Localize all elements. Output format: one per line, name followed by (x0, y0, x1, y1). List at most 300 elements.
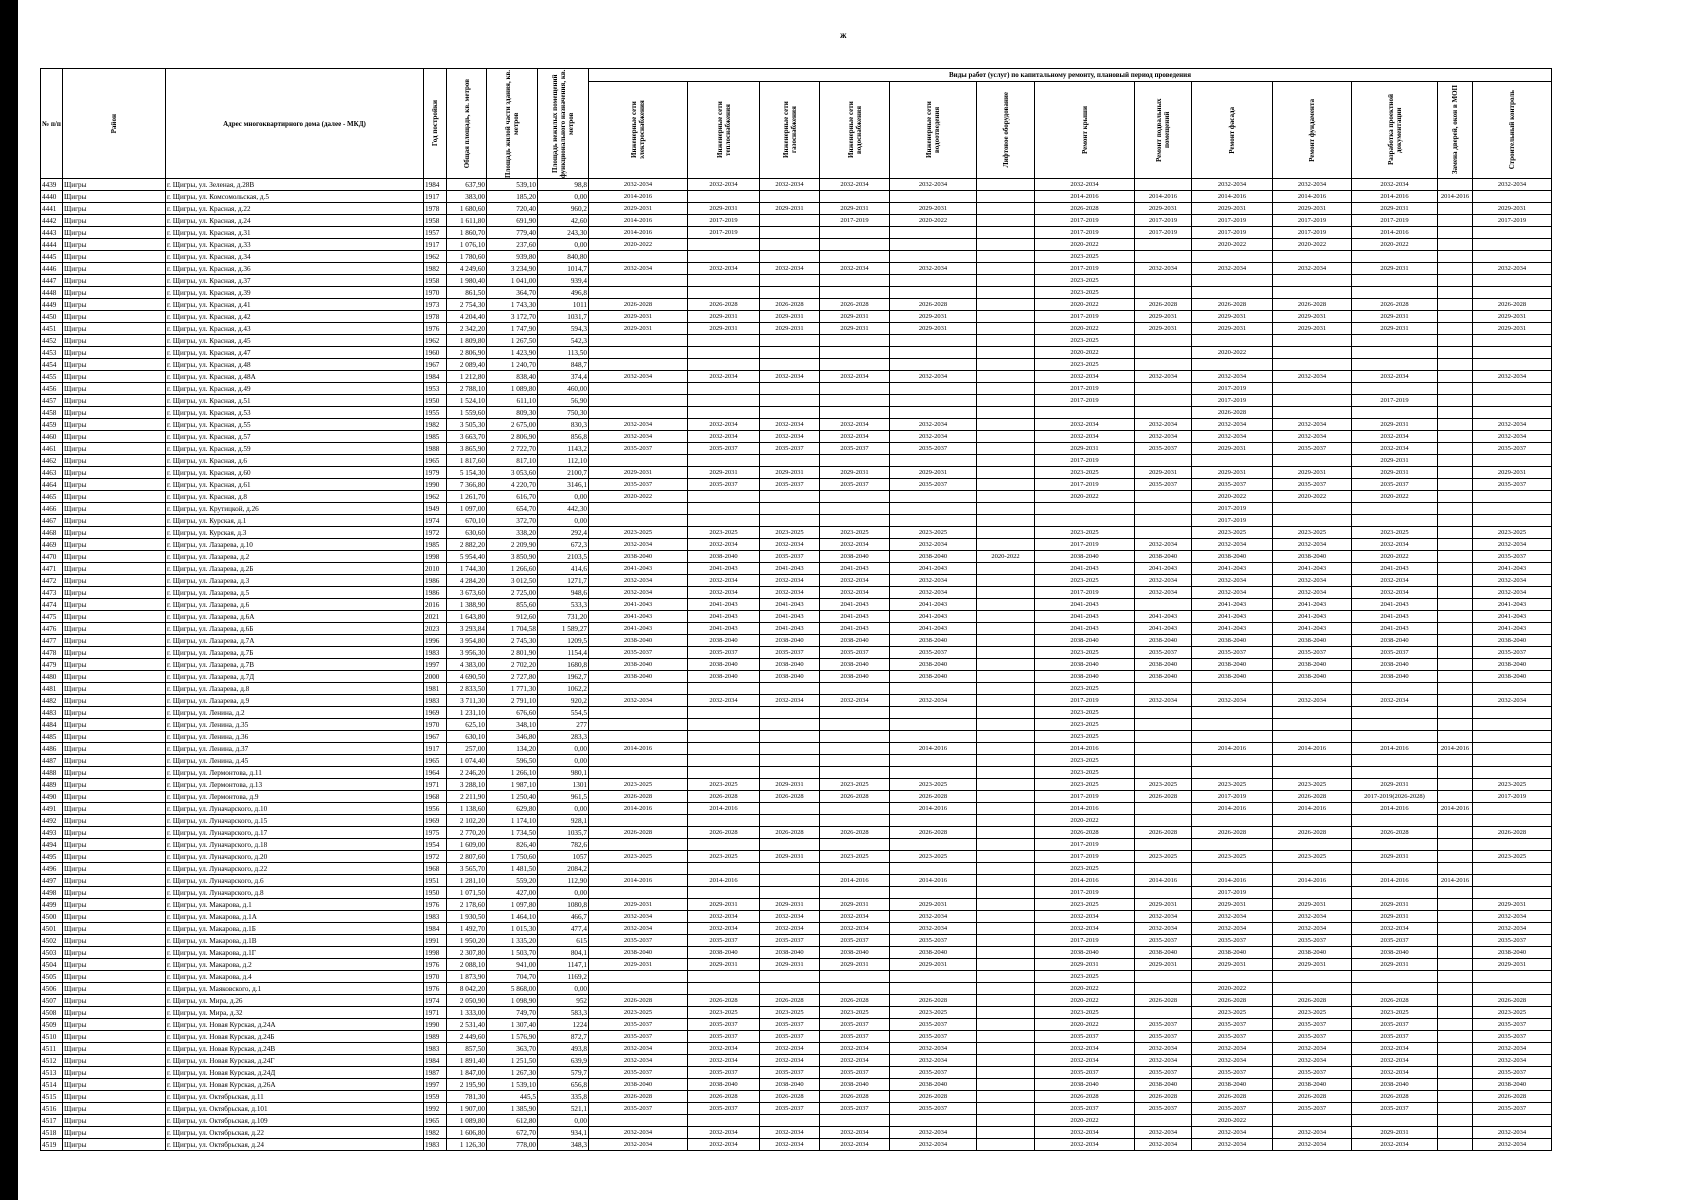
address-cell: г. Щигры, ул. Макарова, д.1 (166, 899, 424, 911)
work-period-cell: 2032-2034 (820, 1127, 890, 1139)
nonres-area-cell: 731,20 (538, 611, 589, 623)
row-number-cell: 4459 (41, 419, 63, 431)
living-area-cell: 2 801,90 (487, 647, 538, 659)
work-period-cell (977, 203, 1035, 215)
table-row (41, 431, 1552, 443)
row-number-cell: 4499 (41, 899, 63, 911)
district-cell: Щигры (63, 635, 166, 647)
work-period-cell (1135, 503, 1192, 515)
work-period-cell (1135, 1115, 1192, 1127)
work-period-cell (1352, 863, 1438, 875)
work-period-cell (820, 971, 890, 983)
address-cell: г. Щигры, ул. Луначарского, д.20 (166, 851, 424, 863)
col-work-label: Ремонт фасада (1228, 106, 1236, 154)
district-cell: Щигры (63, 719, 166, 731)
work-period-cell: 2026-2028 (820, 827, 890, 839)
work-period-cell: 2032-2034 (1273, 1043, 1352, 1055)
address-cell: г. Щигры, ул. Новая Курская, д.24А (166, 1019, 424, 1031)
work-period-cell: 2014-2016 (688, 875, 760, 887)
work-period-cell: 2026-2028 (688, 827, 760, 839)
work-period-cell: 2032-2034 (688, 911, 760, 923)
work-period-cell (760, 407, 820, 419)
work-period-cell: 2014-2016 (1352, 191, 1438, 203)
work-period-cell (1135, 707, 1192, 719)
work-period-cell: 2017-2019 (1035, 215, 1135, 227)
work-period-cell: 2032-2034 (890, 539, 977, 551)
total-area-cell: 1 744,30 (447, 563, 487, 575)
work-period-cell: 2032-2034 (1035, 1043, 1135, 1055)
work-period-cell: 2038-2040 (820, 551, 890, 563)
work-period-cell: 2032-2034 (589, 923, 688, 935)
address-cell: г. Щигры, ул. Красная, д.24 (166, 215, 424, 227)
work-period-cell: 2032-2034 (760, 1139, 820, 1151)
build-year-cell: 1978 (424, 203, 447, 215)
work-period-cell: 2026-2028 (1192, 995, 1273, 1007)
work-period-cell: 2023-2025 (688, 1007, 760, 1019)
work-period-cell (977, 527, 1035, 539)
work-period-cell (977, 1079, 1035, 1091)
build-year-cell: 1967 (424, 731, 447, 743)
row-number-cell: 4507 (41, 995, 63, 1007)
work-period-cell (1135, 491, 1192, 503)
work-period-cell (977, 575, 1035, 587)
work-period-cell: 2029-2031 (890, 311, 977, 323)
living-area-cell: 596,50 (487, 755, 538, 767)
address-cell: г. Щигры, ул. Курская, д.1 (166, 515, 424, 527)
work-period-cell: 2038-2040 (1273, 947, 1352, 959)
work-period-cell: 2032-2034 (589, 431, 688, 443)
work-period-cell (977, 611, 1035, 623)
work-period-cell: 2032-2034 (820, 923, 890, 935)
work-period-cell: 2035-2037 (1273, 443, 1352, 455)
nonres-area-cell: 672,3 (538, 539, 589, 551)
work-period-cell (1438, 887, 1473, 899)
work-period-cell (589, 839, 688, 851)
work-period-cell: 2026-2028 (760, 299, 820, 311)
total-area-cell: 637,90 (447, 179, 487, 191)
work-period-cell (1273, 1115, 1352, 1127)
work-period-cell (760, 347, 820, 359)
work-period-cell: 2041-2043 (589, 611, 688, 623)
address-cell: г. Щигры, ул. Лазарева, д.8 (166, 683, 424, 695)
col-work-header (1438, 82, 1473, 179)
work-period-cell (1438, 239, 1473, 251)
work-period-cell: 2023-2025 (820, 779, 890, 791)
col-work-header (1473, 82, 1552, 179)
work-period-cell: 2023-2025 (1192, 1007, 1273, 1019)
work-period-cell (760, 887, 820, 899)
work-period-cell: 2014-2016 (1273, 743, 1352, 755)
district-cell: Щигры (63, 515, 166, 527)
work-period-cell: 2023-2025 (589, 527, 688, 539)
work-period-cell (1273, 383, 1352, 395)
work-period-cell (1273, 455, 1352, 467)
work-period-cell (1438, 755, 1473, 767)
work-period-cell: 2038-2040 (1035, 671, 1135, 683)
work-period-cell (1438, 983, 1473, 995)
address-cell: г. Щигры, ул. Мира, д.26 (166, 995, 424, 1007)
work-period-cell: 2038-2040 (820, 1079, 890, 1091)
work-period-cell: 2032-2034 (688, 923, 760, 935)
work-period-cell (1438, 1127, 1473, 1139)
work-period-cell: 2026-2028 (1473, 827, 1552, 839)
work-period-cell: 2032-2034 (589, 695, 688, 707)
work-period-cell (977, 263, 1035, 275)
work-period-cell: 2041-2043 (1035, 563, 1135, 575)
district-cell: Щигры (63, 743, 166, 755)
build-year-cell: 1983 (424, 1043, 447, 1055)
work-period-cell: 2032-2034 (1473, 1139, 1552, 1151)
work-period-cell: 2041-2043 (890, 599, 977, 611)
work-period-cell (1438, 851, 1473, 863)
work-period-cell: 2023-2025 (1035, 719, 1135, 731)
address-cell: г. Щигры, ул. Новая Курская, д.24Д (166, 1067, 424, 1079)
row-number-cell: 4515 (41, 1091, 63, 1103)
build-year-cell: 1976 (424, 323, 447, 335)
living-area-cell: 704,70 (487, 971, 538, 983)
work-period-cell (977, 539, 1035, 551)
row-number-cell: 4517 (41, 1115, 63, 1127)
work-period-cell: 2032-2034 (1273, 371, 1352, 383)
work-period-cell (890, 839, 977, 851)
work-period-cell: 2038-2040 (1192, 635, 1273, 647)
work-period-cell: 2032-2034 (820, 911, 890, 923)
work-period-cell: 2029-2031 (760, 959, 820, 971)
work-period-cell: 2041-2043 (820, 599, 890, 611)
row-number-cell: 4455 (41, 371, 63, 383)
row-number-cell: 4498 (41, 887, 63, 899)
work-period-cell: 2023-2025 (688, 779, 760, 791)
work-period-cell: 2035-2037 (1473, 479, 1552, 491)
work-period-cell (820, 383, 890, 395)
total-area-cell: 2 088,10 (447, 959, 487, 971)
work-period-cell (760, 383, 820, 395)
table-row (41, 659, 1552, 671)
row-number-cell: 4446 (41, 263, 63, 275)
build-year-cell: 1974 (424, 995, 447, 1007)
work-period-cell: 2032-2034 (820, 695, 890, 707)
table-row (41, 563, 1552, 575)
work-period-cell: 2038-2040 (890, 671, 977, 683)
row-number-cell: 4501 (41, 923, 63, 935)
work-period-cell (890, 971, 977, 983)
total-area-cell: 2 050,90 (447, 995, 487, 1007)
work-period-cell (977, 719, 1035, 731)
row-number-cell: 4453 (41, 347, 63, 359)
build-year-cell: 1986 (424, 575, 447, 587)
work-period-cell: 2035-2037 (688, 479, 760, 491)
work-period-cell (1438, 911, 1473, 923)
col-work-label: Ремонт подвальных помещений (1155, 98, 1171, 162)
work-period-cell (1473, 347, 1552, 359)
work-period-cell (589, 767, 688, 779)
table-row (41, 1103, 1552, 1115)
total-area-cell: 4 690,50 (447, 671, 487, 683)
work-period-cell (688, 251, 760, 263)
work-period-cell: 2038-2040 (1192, 1079, 1273, 1091)
work-period-cell: 2017-2019 (1035, 395, 1135, 407)
address-cell: г. Щигры, ул. Лазарева, д.6А (166, 611, 424, 623)
work-period-cell (1438, 767, 1473, 779)
build-year-cell: 1951 (424, 875, 447, 887)
work-period-cell: 2014-2016 (890, 743, 977, 755)
work-period-cell: 2035-2037 (890, 935, 977, 947)
work-period-cell: 2032-2034 (1192, 1139, 1273, 1151)
work-period-cell: 2029-2031 (760, 311, 820, 323)
work-period-cell: 2017-2019 (1035, 887, 1135, 899)
work-period-cell (1352, 719, 1438, 731)
total-area-cell: 4 383,00 (447, 659, 487, 671)
work-period-cell: 2020-2022 (1035, 995, 1135, 1007)
work-period-cell: 2014-2016 (1273, 875, 1352, 887)
build-year-cell: 1959 (424, 1091, 447, 1103)
work-period-cell (1352, 503, 1438, 515)
work-period-cell: 2023-2025 (1035, 899, 1135, 911)
total-area-cell: 3 505,30 (447, 419, 487, 431)
work-period-cell: 2014-2016 (1438, 191, 1473, 203)
row-number-cell: 4482 (41, 695, 63, 707)
district-cell: Щигры (63, 1043, 166, 1055)
col-area-nonres-header (538, 69, 589, 179)
district-cell: Щигры (63, 827, 166, 839)
row-number-cell: 4439 (41, 179, 63, 191)
living-area-cell: 1 041,00 (487, 275, 538, 287)
table-row (41, 1091, 1552, 1103)
row-number-cell: 4450 (41, 311, 63, 323)
work-period-cell: 2032-2034 (1192, 1043, 1273, 1055)
work-period-cell (1473, 1115, 1552, 1127)
work-period-cell (977, 563, 1035, 575)
nonres-area-cell: 414,6 (538, 563, 589, 575)
work-period-cell: 2038-2040 (1192, 947, 1273, 959)
work-period-cell (1438, 947, 1473, 959)
work-period-cell (1352, 731, 1438, 743)
nonres-area-cell: 0,00 (538, 239, 589, 251)
living-area-cell: 654,70 (487, 503, 538, 515)
living-area-cell: 1 335,20 (487, 935, 538, 947)
work-period-cell (1473, 983, 1552, 995)
col-year-header (424, 69, 447, 179)
work-period-cell (977, 647, 1035, 659)
living-area-cell: 1 423,90 (487, 347, 538, 359)
work-period-cell: 2029-2031 (890, 203, 977, 215)
work-period-cell: 2038-2040 (760, 635, 820, 647)
work-period-cell: 2032-2034 (820, 1055, 890, 1067)
work-period-cell: 2035-2037 (760, 1031, 820, 1043)
work-period-cell: 2035-2037 (1135, 443, 1192, 455)
work-period-cell: 2026-2028 (890, 1091, 977, 1103)
total-area-cell: 2 342,20 (447, 323, 487, 335)
table-row (41, 791, 1552, 803)
col-work-header (890, 82, 977, 179)
work-period-cell (760, 971, 820, 983)
address-cell: г. Щигры, ул. Крутицкой, д.26 (166, 503, 424, 515)
work-period-cell (1352, 971, 1438, 983)
living-area-cell: 3 172,70 (487, 311, 538, 323)
row-number-cell: 4506 (41, 983, 63, 995)
address-cell: г. Щигры, ул. Луначарского, д.6 (166, 875, 424, 887)
work-period-cell: 2038-2040 (820, 947, 890, 959)
living-area-cell: 3 012,50 (487, 575, 538, 587)
work-period-cell: 2029-2031 (820, 959, 890, 971)
work-period-cell: 2029-2031 (820, 323, 890, 335)
work-period-cell: 2035-2037 (1273, 1103, 1352, 1115)
build-year-cell: 1982 (424, 1127, 447, 1139)
build-year-cell: 1917 (424, 191, 447, 203)
work-period-cell: 2032-2034 (1273, 539, 1352, 551)
work-period-cell (890, 287, 977, 299)
total-area-cell: 3 865,90 (447, 443, 487, 455)
work-period-cell: 2017-2019 (1473, 215, 1552, 227)
build-year-cell: 1967 (424, 359, 447, 371)
district-cell: Щигры (63, 815, 166, 827)
build-year-cell: 1976 (424, 899, 447, 911)
table-row (41, 1139, 1552, 1151)
build-year-cell: 1965 (424, 455, 447, 467)
address-cell: г. Щигры, ул. Новая Курская, д.26А (166, 1079, 424, 1091)
work-period-cell: 2032-2034 (890, 419, 977, 431)
work-period-cell: 2026-2028 (1352, 827, 1438, 839)
work-period-cell (890, 767, 977, 779)
work-period-cell (977, 1103, 1035, 1115)
work-period-cell: 2038-2040 (688, 1079, 760, 1091)
row-number-cell: 4487 (41, 755, 63, 767)
work-period-cell: 2032-2034 (1473, 923, 1552, 935)
build-year-cell: 1971 (424, 779, 447, 791)
work-period-cell: 2032-2034 (1273, 419, 1352, 431)
work-period-cell (1192, 683, 1273, 695)
work-period-cell: 2038-2040 (1135, 659, 1192, 671)
table-row (41, 419, 1552, 431)
build-year-cell: 1956 (424, 803, 447, 815)
work-period-cell (1352, 1115, 1438, 1127)
work-period-cell (977, 863, 1035, 875)
address-cell: г. Щигры, ул. Комсомольская, д.5 (166, 191, 424, 203)
work-period-cell: 2041-2043 (1273, 563, 1352, 575)
district-cell: Щигры (63, 179, 166, 191)
nonres-area-cell: 1057 (538, 851, 589, 863)
work-period-cell: 2017-2019 (688, 227, 760, 239)
work-period-cell: 2032-2034 (1273, 575, 1352, 587)
work-period-cell: 2017-2019 (1035, 227, 1135, 239)
work-period-cell: 2035-2037 (1192, 1103, 1273, 1115)
row-number-cell: 4516 (41, 1103, 63, 1115)
work-period-cell (1438, 263, 1473, 275)
col-work-header (977, 82, 1035, 179)
work-period-cell (1438, 575, 1473, 587)
work-period-cell: 2017-2019 (1035, 935, 1135, 947)
work-period-cell: 2035-2037 (589, 1067, 688, 1079)
work-period-cell (1192, 719, 1273, 731)
work-period-cell: 2032-2034 (890, 431, 977, 443)
work-period-cell: 2029-2031 (1352, 779, 1438, 791)
total-area-cell: 2 833,50 (447, 683, 487, 695)
work-period-cell: 2032-2034 (1192, 179, 1273, 191)
work-period-cell: 2014-2016 (1035, 803, 1135, 815)
work-period-cell (1438, 551, 1473, 563)
build-year-cell: 1958 (424, 275, 447, 287)
table-row (41, 695, 1552, 707)
work-period-cell: 2041-2043 (1192, 623, 1273, 635)
col-address-header (166, 69, 424, 179)
work-period-cell: 2023-2025 (820, 527, 890, 539)
living-area-cell: 348,10 (487, 719, 538, 731)
work-period-cell: 2017-2019 (1192, 791, 1273, 803)
work-period-cell: 2041-2043 (589, 623, 688, 635)
row-number-cell: 4449 (41, 299, 63, 311)
work-period-cell: 2032-2034 (1473, 419, 1552, 431)
work-period-cell: 2029-2031 (760, 467, 820, 479)
build-year-cell: 1974 (424, 515, 447, 527)
work-period-cell (1438, 587, 1473, 599)
work-period-cell (1438, 311, 1473, 323)
work-period-cell (1438, 1067, 1473, 1079)
total-area-cell: 2 178,60 (447, 899, 487, 911)
work-period-cell (760, 503, 820, 515)
work-period-cell: 2032-2034 (589, 419, 688, 431)
work-period-cell: 2035-2037 (589, 443, 688, 455)
work-period-cell (1438, 491, 1473, 503)
work-period-cell: 2032-2034 (1192, 587, 1273, 599)
work-period-cell: 2038-2040 (890, 947, 977, 959)
build-year-cell: 1950 (424, 887, 447, 899)
work-period-cell (1438, 443, 1473, 455)
work-period-cell: 2032-2034 (1273, 587, 1352, 599)
col-year-label: Год постройки (431, 100, 439, 147)
total-area-cell: 857,50 (447, 1043, 487, 1055)
work-period-cell (890, 683, 977, 695)
col-work-label: Замена дверей, окон в МОП (1451, 85, 1459, 175)
work-period-cell: 2035-2037 (890, 479, 977, 491)
work-period-cell (977, 443, 1035, 455)
work-period-cell: 2035-2037 (1273, 1031, 1352, 1043)
work-period-cell: 2035-2037 (760, 443, 820, 455)
work-period-cell: 2032-2034 (1192, 695, 1273, 707)
work-period-cell: 2032-2034 (1352, 587, 1438, 599)
build-year-cell: 1990 (424, 479, 447, 491)
work-period-cell: 2035-2037 (688, 647, 760, 659)
work-period-cell: 2014-2016 (1273, 191, 1352, 203)
work-period-cell: 2026-2028 (1273, 299, 1352, 311)
work-period-cell (977, 1115, 1035, 1127)
work-period-cell (977, 923, 1035, 935)
nonres-area-cell: 0,00 (538, 515, 589, 527)
work-period-cell: 2023-2025 (589, 779, 688, 791)
work-period-cell (977, 1139, 1035, 1151)
total-area-cell: 3 956,30 (447, 647, 487, 659)
work-period-cell (820, 767, 890, 779)
row-number-cell: 4514 (41, 1079, 63, 1091)
build-year-cell: 1988 (424, 443, 447, 455)
work-period-cell: 2029-2031 (1192, 899, 1273, 911)
work-period-cell: 2029-2031 (1192, 959, 1273, 971)
address-cell: г. Щигры, ул. Октябрьская, д.101 (166, 1103, 424, 1115)
living-area-cell: 749,70 (487, 1007, 538, 1019)
nonres-area-cell: 0,00 (538, 887, 589, 899)
work-period-cell: 2029-2031 (1273, 311, 1352, 323)
work-period-cell (977, 743, 1035, 755)
work-period-cell (1135, 755, 1192, 767)
work-period-cell (977, 1091, 1035, 1103)
district-cell: Щигры (63, 527, 166, 539)
work-period-cell: 2035-2037 (1473, 1019, 1552, 1031)
living-area-cell: 185,20 (487, 191, 538, 203)
row-number-cell: 4473 (41, 587, 63, 599)
table-row (41, 779, 1552, 791)
work-period-cell (977, 911, 1035, 923)
work-period-cell: 2023-2025 (1192, 851, 1273, 863)
work-period-cell (977, 371, 1035, 383)
